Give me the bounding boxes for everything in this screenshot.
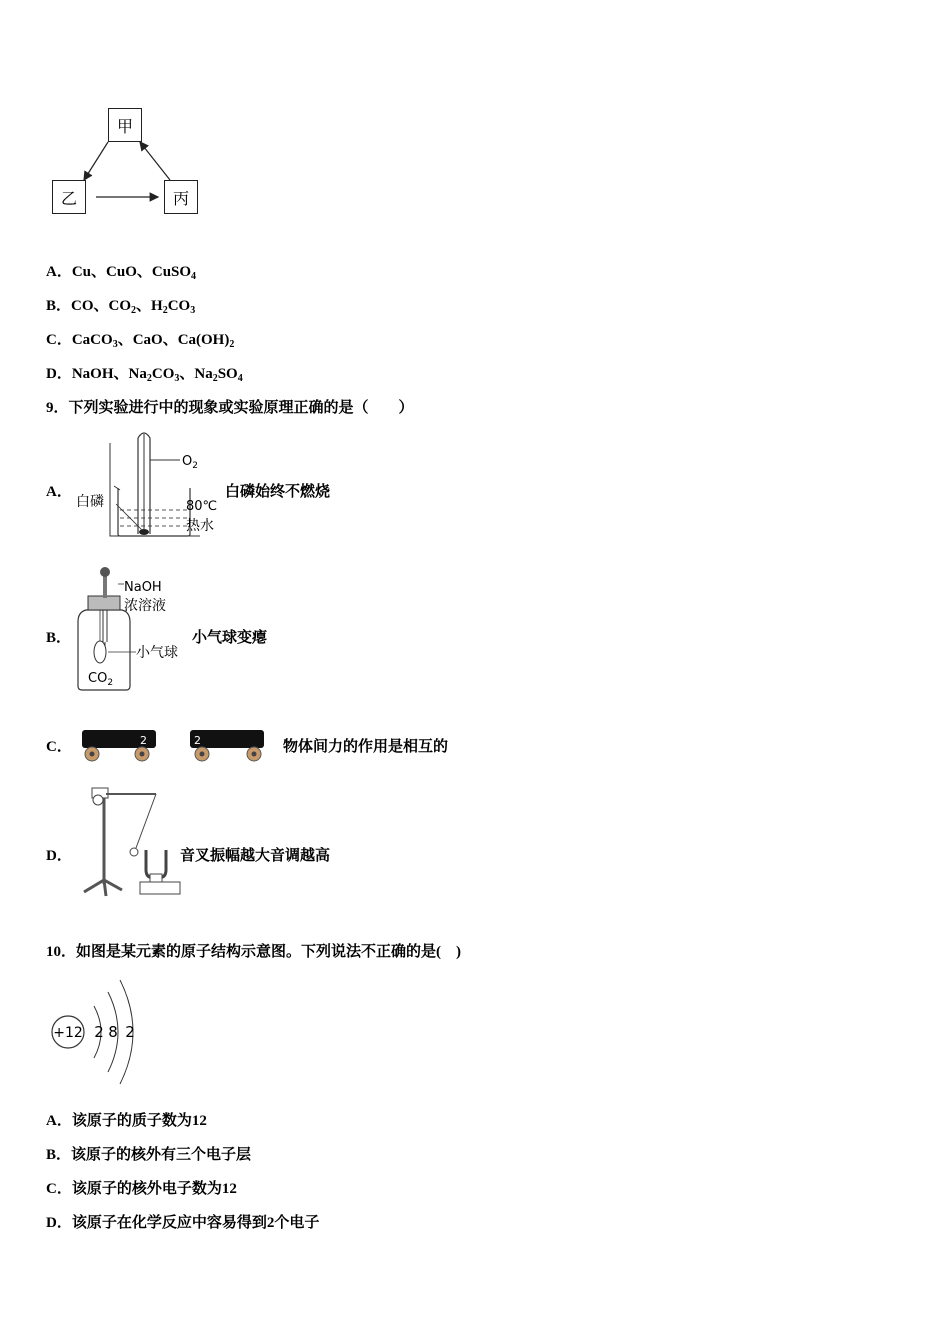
car-right-icon	[190, 730, 264, 761]
q10-stem: 10．如图是某元素的原子结构示意图。下列说法不正确的是( )	[46, 944, 461, 960]
q8-option-d[interactable]	[46, 364, 243, 384]
arrow-jia-to-yi	[84, 142, 108, 180]
q9-option-a-label[interactable]: A．	[46, 484, 72, 500]
q9-option-c-label[interactable]: C．	[46, 739, 72, 755]
subscript: 4	[237, 373, 243, 384]
q9-option-c-caption: 物体间力的作用是相互的	[283, 739, 449, 755]
subscript: 2	[131, 305, 137, 316]
option-text: 该原子的核外电子数为12	[71, 1181, 237, 1197]
option-label: A．	[46, 264, 72, 280]
relation-arrows	[40, 100, 220, 225]
option-label: B．	[46, 298, 72, 314]
white-phosphorus-beaker-figure	[70, 428, 225, 540]
option-text: 该原子的核外有三个电子层	[71, 1147, 252, 1163]
atom-structure-diagram	[46, 976, 156, 1088]
box-jia: 甲	[108, 108, 142, 142]
car-left-icon	[82, 730, 156, 761]
q8-option-b[interactable]	[46, 296, 195, 316]
q9-option-b-caption: 小气球变瘪	[192, 630, 268, 646]
white-phosphorus-label: 白磷	[76, 494, 104, 510]
shell-electrons-3: 2	[125, 1023, 135, 1041]
subscript: 2	[162, 305, 168, 316]
option-label: D．	[46, 366, 72, 382]
option-label: C．	[46, 1181, 72, 1197]
magnet-cars-figure	[78, 724, 278, 766]
option-label: D．	[46, 1215, 72, 1231]
option-text: 该原子在化学反应中容易得到2个电子	[71, 1215, 320, 1231]
svg-text:2: 2	[140, 734, 147, 747]
option-text: 、CaO、Ca(OH)	[117, 332, 230, 348]
subscript: 4	[191, 271, 197, 282]
shell-electrons-2: 8	[108, 1023, 118, 1041]
q10-option-c[interactable]	[46, 1179, 237, 1199]
box-bing: 丙	[164, 180, 198, 214]
q9-option-d-label[interactable]: D．	[46, 848, 72, 864]
co2-label: $CO_2$	[88, 671, 114, 688]
arrow-bing-to-jia	[140, 142, 170, 180]
option-label: C．	[46, 332, 72, 348]
option-text: CaCO	[71, 332, 113, 348]
hot-water-label: 热水	[186, 518, 214, 534]
q9-stem: 9．下列实验进行中的现象或实验原理正确的是（ ）	[46, 400, 414, 416]
option-text: CO、CO	[71, 298, 132, 314]
q9-option-b-label[interactable]: B．	[46, 630, 72, 646]
option-text: SO	[217, 366, 238, 382]
tuning-fork-pendulum-figure	[76, 780, 184, 902]
q10-option-a[interactable]	[46, 1111, 207, 1131]
gas-o2-label: $O_2$	[182, 454, 198, 471]
subscript: 2	[212, 373, 218, 384]
option-text: NaOH、Na	[71, 366, 147, 382]
subscript: 3	[190, 305, 196, 316]
option-text: 、H	[136, 298, 163, 314]
nucleus-charge: +12	[53, 1025, 83, 1041]
small-balloon-label: 小气球	[136, 645, 178, 661]
concentrated-solution-label: 浓溶液	[124, 598, 166, 614]
shell-electrons-1: 2	[94, 1023, 104, 1041]
option-text: 该原子的质子数为12	[71, 1113, 207, 1129]
q9-option-d-caption: 音叉振幅越大音调越高	[180, 848, 331, 864]
box-yi: 乙	[52, 180, 86, 214]
subscript: 2	[146, 373, 152, 384]
subscript: 3	[112, 339, 118, 350]
q8-option-c[interactable]	[46, 330, 234, 350]
option-text: CO	[151, 366, 175, 382]
option-label: A．	[46, 1113, 72, 1129]
temperature-label: 80℃	[186, 499, 218, 514]
option-text: CO	[167, 298, 191, 314]
q9-option-a-caption: 白磷始终不燃烧	[225, 484, 331, 500]
q10-option-b[interactable]	[46, 1145, 251, 1165]
option-text: Cu、CuO、CuSO	[71, 264, 192, 280]
relation-diagram	[40, 100, 220, 225]
q10-option-d[interactable]	[46, 1213, 319, 1233]
naoh-label: NaOH	[124, 580, 162, 595]
balloon-bottle-figure	[72, 562, 197, 694]
subscript: 2	[229, 339, 235, 350]
subscript: 3	[174, 373, 180, 384]
svg-text:2: 2	[194, 734, 201, 747]
option-label: B．	[46, 1147, 72, 1163]
q8-option-a[interactable]	[46, 262, 196, 282]
option-text: 、Na	[179, 366, 213, 382]
